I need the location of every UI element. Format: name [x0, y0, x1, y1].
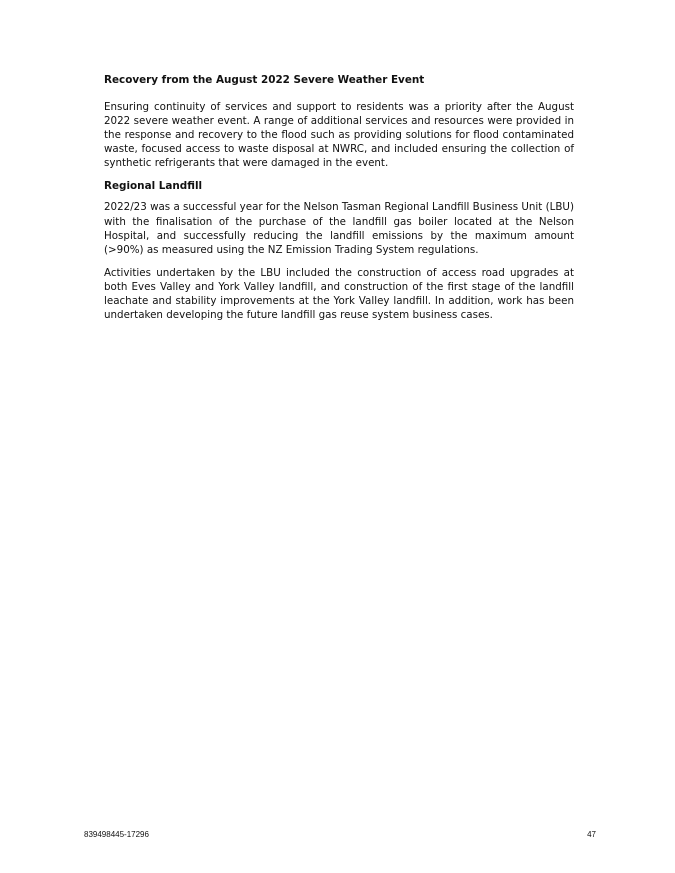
- recovery-paragraph: Ensuring continuity of services and support to residents was a priority after the August 2022 severe weather event. A range of additional services and resources were provided in the response and recovery to the flood such as providing solutions for flood contaminated waste, focused access to waste disposal at NWRC, and included ensuring the collection of synthetic refrigerants that were damaged in the event.: [104, 101, 574, 170]
- page-content: [104, 73, 574, 322]
- page-number: 47: [587, 830, 596, 839]
- document-id: 839498445-17296: [84, 830, 149, 839]
- landfill-paragraph-2: Activities undertaken by the LBU included the construction of access road upgrades at both Eves Valley and York Valley landfill, and construction of the first stage of the landfill leachate and stability improvements at the York Valley landfill. In addition, work has been undertaken developing the future landfill gas reuse system business cases.: [104, 266, 574, 322]
- landfill-paragraph-1: 2022/23 was a successful year for the Nelson Tasman Regional Landfill Business Unit (LBU) with the finalisation of the purchase of the landfill gas boiler located at the Nelson Hospital, and successfully reducing the landfill emissions by the maximum amount (>90%) as measured using the NZ Emission Trading System regulations.: [104, 201, 574, 256]
- section-heading-regional-landfill: Regional Landfill: [104, 180, 203, 193]
- section-heading-recovery: Recovery from the August 2022 Severe Weather Event: [104, 74, 425, 86]
